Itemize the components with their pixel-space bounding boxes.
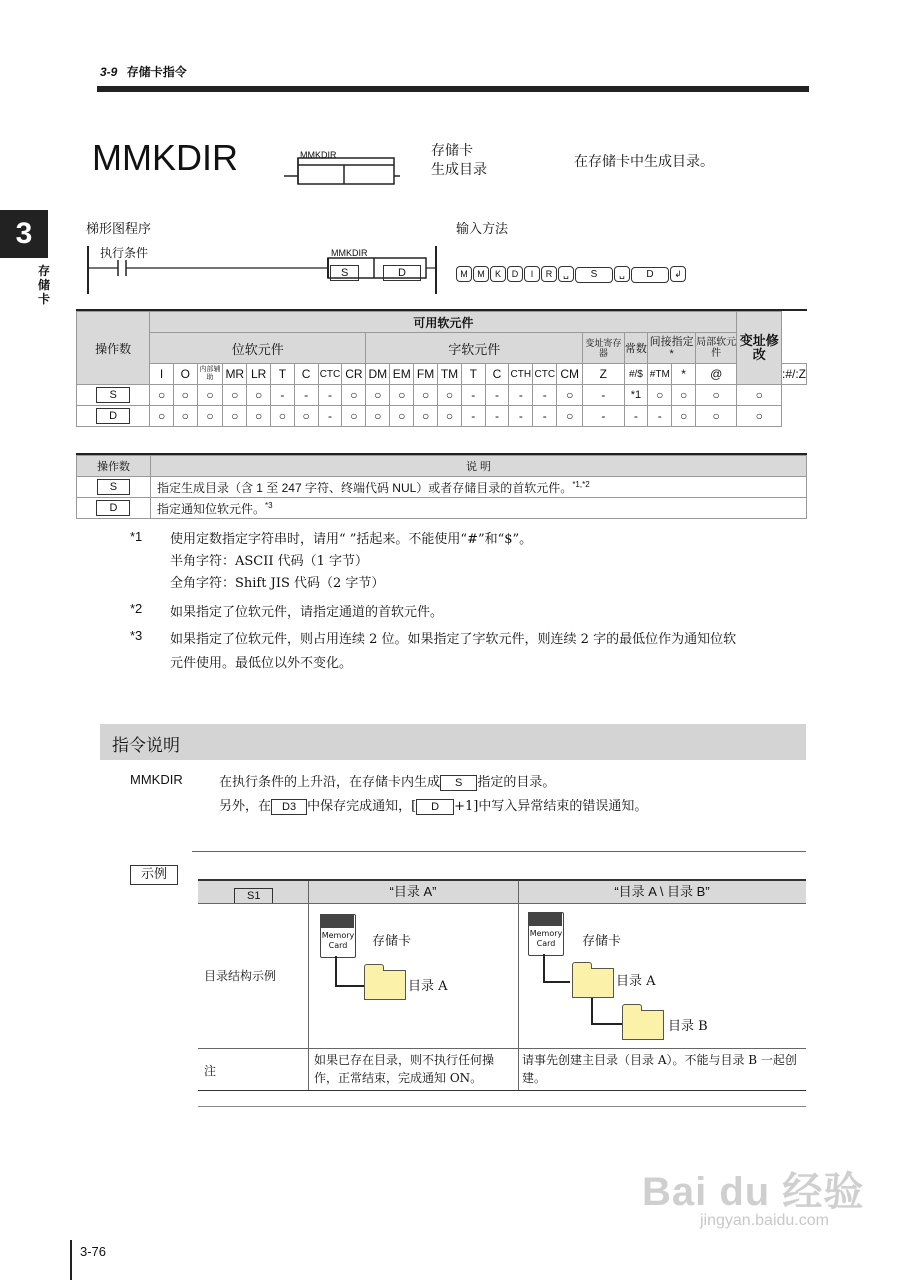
col-cm: CM (557, 364, 583, 385)
watermark-url: jingyan.baidu.com (700, 1212, 829, 1229)
example-col-divider (308, 881, 309, 1090)
device-cell: ○ (737, 385, 782, 406)
col-tm-indirect: #TM (648, 364, 672, 385)
device-cell: - (461, 406, 485, 427)
desc-row-op: D (77, 498, 151, 519)
key-d: D (631, 267, 669, 283)
key-i: I (524, 266, 540, 282)
device-cell: *1 (624, 385, 648, 406)
explanation-line-2 (219, 795, 647, 815)
footnote-text (170, 628, 736, 676)
col-lr: LR (247, 364, 271, 385)
footnote-3 (130, 626, 820, 676)
device-cell: ○ (150, 406, 174, 427)
col-cth: CTH (509, 364, 533, 385)
indirect-header-star: * (669, 348, 674, 360)
symbol-label: MMKDIR (300, 150, 337, 160)
card-text: Card (536, 939, 556, 948)
operand-tag-s: S (440, 775, 477, 791)
index-modify-header: 变址修改 (737, 312, 782, 385)
device-cell: ○ (271, 406, 295, 427)
col-t-word: T (461, 364, 485, 385)
device-cell: ○ (438, 385, 462, 406)
footnote-ref: *1,*2 (572, 479, 590, 489)
input-method-title: 输入方法 (456, 222, 509, 237)
col-index: :#/:Z (781, 364, 806, 385)
explanation-mnemonic: MMKDIR (130, 772, 183, 787)
col-em: EM (390, 364, 414, 385)
device-table (76, 311, 807, 427)
chapter-tab-label: 存储卡 (38, 264, 51, 306)
footnote-2 (130, 599, 820, 626)
desc-row-text: 指定生成目录（含 1 至 247 字符、终端代码 NUL）或者存储目录的首软元件。$^{*1,*2}$ (150, 477, 806, 498)
device-cell: - (624, 406, 648, 427)
device-cell: - (533, 385, 557, 406)
key-space: ␣ (558, 266, 574, 282)
col-fm: FM (414, 364, 438, 385)
footnote-mark: *1 (130, 529, 143, 544)
device-cell: - (509, 406, 533, 427)
device-cell: ○ (737, 406, 782, 427)
word-devices-header: 字软元件 (366, 333, 583, 364)
key-m: M (456, 266, 472, 282)
folder-icon (622, 1010, 664, 1040)
device-cell: ○ (366, 385, 390, 406)
desc-row-text: 指定通知位软元件。$^{*3}$ (150, 498, 806, 519)
running-header (100, 63, 187, 80)
example-col-a: “目录 A” (389, 884, 437, 899)
footnote-text: 如果指定了位软元件，请指定通道的首软元件。 (170, 605, 444, 620)
example-note-label: 注 (204, 1064, 217, 1078)
example-label: 示例 (130, 865, 178, 885)
device-cell: - (509, 385, 533, 406)
desc-col-desc: 说 明 (150, 456, 806, 477)
device-cell: - (533, 406, 557, 427)
col-cr: CR (342, 364, 366, 385)
example-note-a: 如果已存在目录，则不执行任何操作，正常结束，完成通知 ON。 (314, 1053, 495, 1085)
device-cell: ○ (197, 385, 223, 406)
device-cell: ○ (294, 406, 318, 427)
device-cell: ○ (672, 385, 696, 406)
card-notch (320, 914, 354, 928)
footnote-mark: *3 (130, 628, 143, 643)
ladder-title: 梯形图程序 (86, 222, 152, 237)
device-cell: ○ (695, 406, 736, 427)
device-cell: ○ (197, 406, 223, 427)
ladder-op-s: S (330, 261, 359, 281)
memory-card-caption: 存储卡 (372, 934, 412, 949)
explanation-text: 指定的目录。 (477, 775, 556, 790)
desc-col-operand: 操作数 (77, 456, 151, 477)
folder-a-label: 目录 A (616, 974, 656, 989)
device-cell: ○ (342, 385, 366, 406)
memory-card-caption: 存储卡 (582, 934, 622, 949)
explanation-line-1 (219, 771, 555, 791)
key-r: R (541, 266, 557, 282)
available-devices-header: 可用软元件 (150, 312, 737, 333)
device-cell: - (294, 385, 318, 406)
desc-row-s (77, 477, 807, 498)
page-number: 3-76 (80, 1244, 107, 1259)
section-number: 3-9 (100, 65, 118, 79)
col-at: @ (695, 364, 736, 385)
footer-rule (70, 1240, 72, 1280)
device-cell: ○ (366, 406, 390, 427)
device-cell: ○ (648, 385, 672, 406)
col-star: * (672, 364, 696, 385)
desc-row-op: S (77, 477, 151, 498)
device-cell: ○ (247, 385, 271, 406)
footnote-1 (130, 527, 820, 599)
key-k: K (490, 266, 506, 282)
instruction-name-line1: 存储卡 (431, 143, 473, 159)
col-c: C (294, 364, 318, 385)
example-bottom-rule (198, 1106, 806, 1107)
footnote-text (170, 529, 532, 595)
folder-icon (364, 970, 406, 1000)
col-const: #/$ (624, 364, 648, 385)
col-i: I (150, 364, 174, 385)
memory-card-icon (320, 914, 356, 958)
ladder-condition: 执行条件 (100, 246, 149, 260)
col-operand-header: 操作数 (77, 312, 150, 385)
device-cell: - (583, 406, 624, 427)
device-cell: - (461, 385, 485, 406)
example-col-s1: S1 (234, 884, 273, 904)
folder-icon (572, 968, 614, 998)
bit-devices-header: 位软元件 (150, 333, 366, 364)
col-t: T (271, 364, 295, 385)
index-register-header: 变址寄存器 (583, 333, 624, 364)
device-cell: ○ (695, 385, 736, 406)
example-row-divider (198, 903, 806, 904)
memory-card-icon (528, 912, 564, 956)
example-top-rule (192, 851, 806, 852)
folder-a-label: 目录 A (408, 979, 448, 994)
device-cell: ○ (414, 385, 438, 406)
section-heading: 指令说明 (112, 736, 180, 756)
header-rule (97, 86, 809, 92)
instruction-mnemonic: MMKDIR (92, 137, 238, 178)
section-title: 存储卡指令 (126, 65, 187, 79)
device-cell: - (485, 385, 509, 406)
input-keys (456, 262, 687, 283)
footnote-mark: *2 (130, 601, 143, 616)
device-cell: ○ (390, 385, 414, 406)
device-cell: - (648, 406, 672, 427)
footnote-line: 全角字符：Shift JIS 代码（2 字节） (170, 576, 385, 591)
explanation-text: 中保存完成通知，[ (307, 799, 417, 814)
col-tm: TM (438, 364, 462, 385)
footnote-line: 使用定数指定字符串时，请用“ ”括起来。不能使用“#”和“$”。 (170, 532, 533, 547)
ladder-op-d: D (383, 261, 421, 281)
card-text: Memory (529, 929, 563, 938)
device-cell: ○ (390, 406, 414, 427)
operand-tag-d3: D3 (271, 799, 307, 815)
example-table-bottom (198, 1090, 806, 1091)
col-o: O (173, 364, 197, 385)
operand-description-table (76, 455, 807, 519)
device-cell: ○ (557, 385, 583, 406)
local-device-header: 局部软元件 (695, 333, 736, 364)
device-row-s (77, 385, 807, 406)
device-row-op: S (77, 385, 150, 406)
section-heading-bar (100, 724, 806, 760)
device-cell: - (318, 385, 342, 406)
key-d: D (507, 266, 523, 282)
device-cell: - (485, 406, 509, 427)
device-cell: ○ (223, 385, 247, 406)
explanation-text: 在执行条件的上升沿，在存储卡内生成 (219, 775, 441, 790)
key-m: M (473, 266, 489, 282)
device-cell: - (318, 406, 342, 427)
footnotes (130, 527, 820, 676)
footnote-line: 元件使用。最低位以外不变化。 (170, 656, 353, 671)
watermark-brand: Bai du 经验 (642, 1170, 865, 1214)
explanation-text: 另外，在 (219, 799, 272, 814)
instruction-name-line2: 生成目录 (431, 162, 487, 178)
example-row-divider (198, 1048, 806, 1049)
col-z: Z (583, 364, 624, 385)
col-ctc: CTC (318, 364, 342, 385)
footnote-ref: *3 (264, 500, 273, 510)
device-cell: - (271, 385, 295, 406)
example-col-b: “目录 A \ 目录 B” (614, 884, 710, 899)
card-label (321, 931, 355, 951)
device-row-op: D (77, 406, 150, 427)
device-cell: ○ (342, 406, 366, 427)
folder-b-label: 目录 B (668, 1019, 708, 1034)
example-col-divider (518, 881, 519, 1090)
chapter-tab: 3 (0, 210, 48, 258)
device-cell: ○ (414, 406, 438, 427)
device-cell: ○ (173, 406, 197, 427)
device-columns-row (77, 364, 807, 385)
col-dm: DM (366, 364, 390, 385)
device-cell: ○ (557, 406, 583, 427)
key-space: ␣ (614, 266, 630, 282)
example-row-label: 目录结构示例 (204, 969, 277, 983)
device-cell: ○ (223, 406, 247, 427)
card-text: Memory (321, 931, 355, 940)
device-cell: ○ (173, 385, 197, 406)
instruction-name (431, 142, 487, 180)
col-ctc-word: CTC (533, 364, 557, 385)
device-cell: ○ (150, 385, 174, 406)
indirect-header (648, 333, 696, 364)
col-mr: MR (223, 364, 247, 385)
card-text: Card (328, 941, 348, 950)
example-note-b: 请事先创建主目录（目录 A）。不能与目录 B 一起创建。 (522, 1053, 797, 1085)
operand-tag-d: D (416, 799, 454, 815)
ladder-box-label: MMKDIR (331, 248, 368, 258)
instruction-description: 在存储卡中生成目录。 (574, 154, 714, 170)
desc-row-d (77, 498, 807, 519)
key-s: S (575, 267, 613, 283)
footnote-line: 半角字符：ASCII 代码（1 字节） (170, 554, 369, 569)
card-notch (528, 912, 562, 926)
indirect-header-label: 间接指定 (649, 336, 694, 348)
device-cell: ○ (438, 406, 462, 427)
explanation-text: +1]中写入异常结束的错误通知。 (454, 799, 648, 814)
device-cell: ○ (672, 406, 696, 427)
device-cell: - (583, 385, 624, 406)
col-c-word: C (485, 364, 509, 385)
device-row-d (77, 406, 807, 427)
device-cell: ○ (247, 406, 271, 427)
key-enter: ↲ (670, 266, 686, 282)
card-label (529, 929, 563, 949)
footnote-line: 如果指定了位软元件，则占用连续 2 位。如果指定了字软元件，则连续 2 字的最低位作为通知位软 (170, 632, 737, 647)
col-internal-aux: 内部辅助 (197, 364, 223, 385)
constant-header: 常数 (624, 333, 648, 364)
